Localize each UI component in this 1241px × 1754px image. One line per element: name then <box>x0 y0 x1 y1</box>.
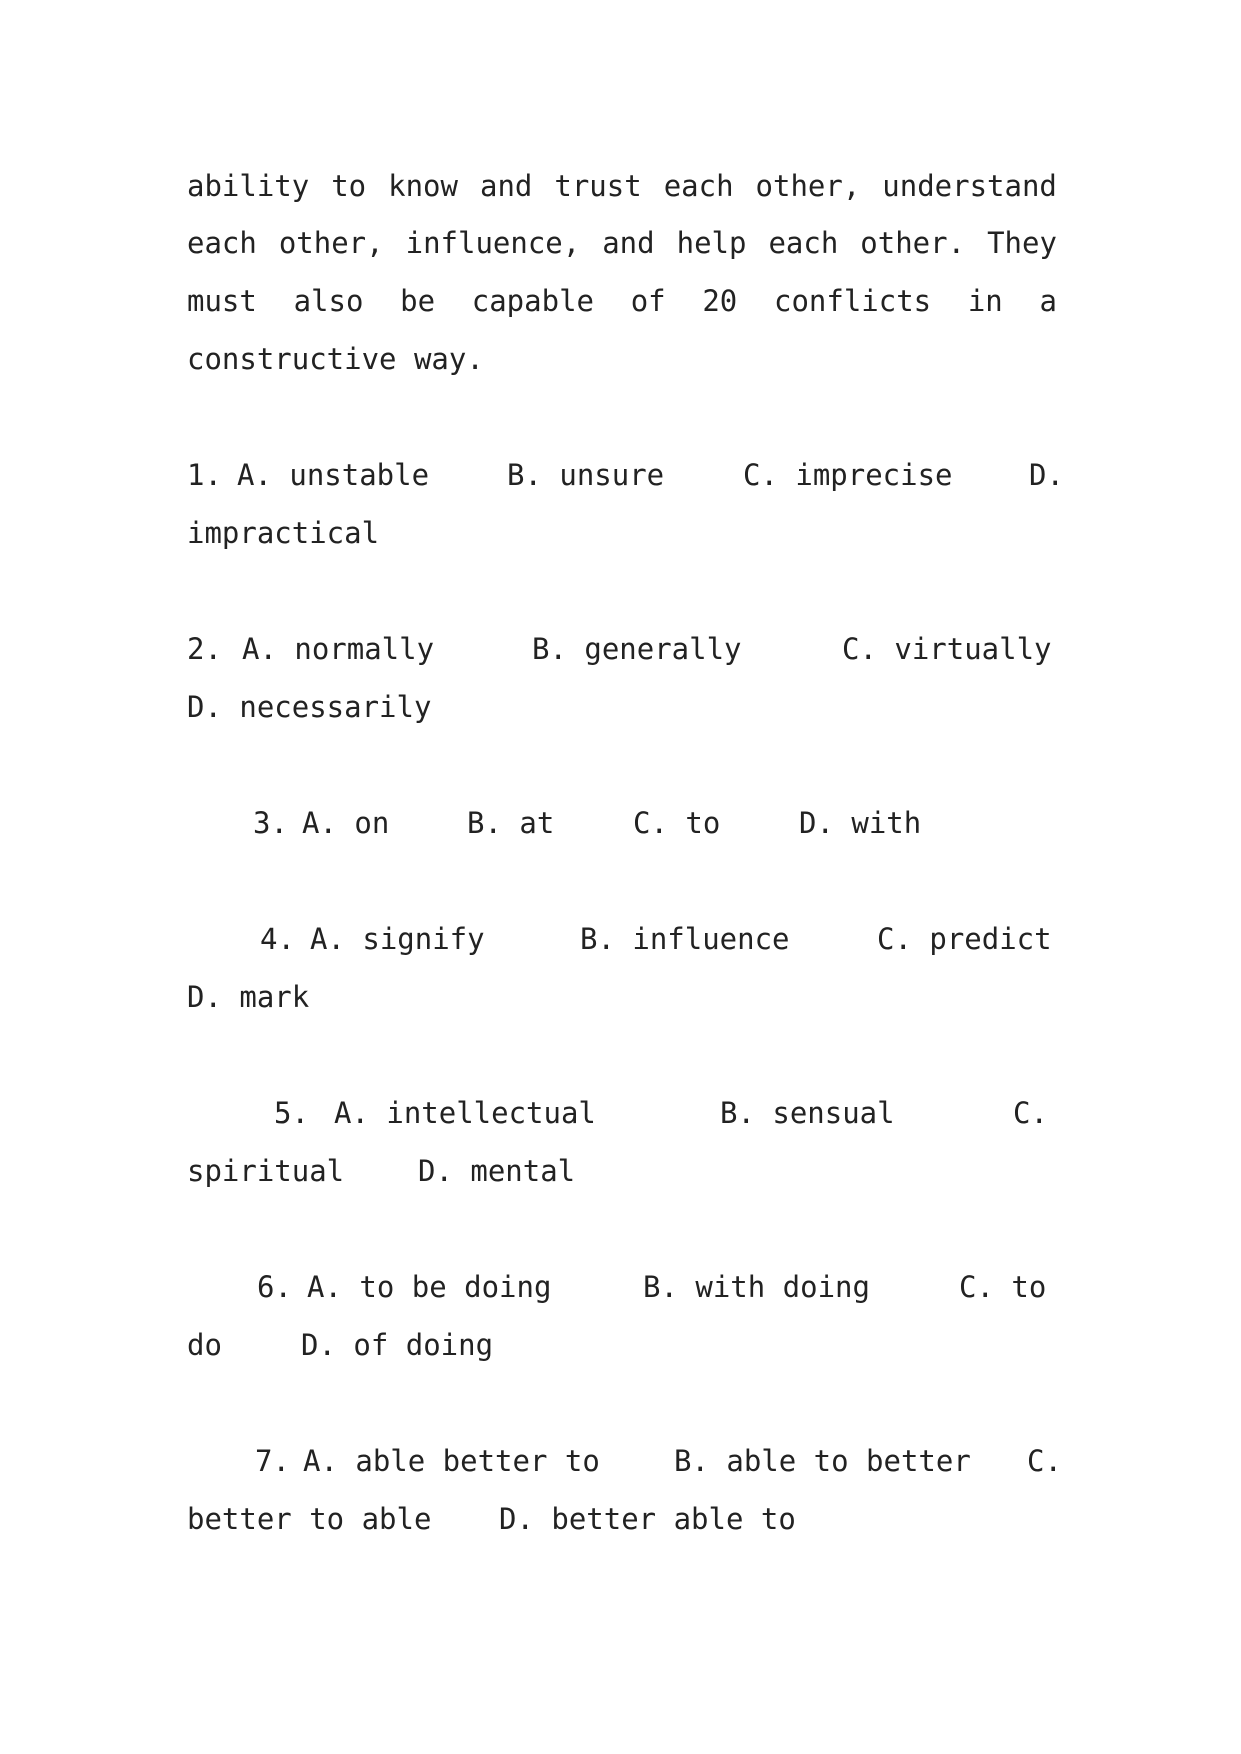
option-c-label: C. to <box>959 1270 1047 1304</box>
word: to <box>331 169 367 203</box>
word: other. <box>860 226 966 260</box>
question-number: 3. <box>253 806 288 840</box>
option-b: B. sensual <box>720 1096 895 1130</box>
word: other, <box>278 226 384 260</box>
question-number: 1. <box>187 458 222 492</box>
option-d-text: impractical <box>187 516 380 550</box>
word: of <box>630 284 666 318</box>
question-number: 4. <box>260 922 295 956</box>
word: other, <box>755 169 861 203</box>
option-a: A. signify <box>310 922 485 956</box>
option-b: B. generally <box>532 632 742 666</box>
question-number: 6. <box>257 1270 292 1304</box>
paragraph-line-3 <box>187 281 1057 321</box>
option-b: B. influence <box>580 922 790 956</box>
option-c: C. to <box>633 806 721 840</box>
word: and <box>602 226 655 260</box>
question-number: 7. <box>255 1444 290 1478</box>
paragraph-line-2 <box>187 223 1057 263</box>
question-number: 5. <box>274 1096 309 1130</box>
option-c-text: do <box>187 1328 222 1362</box>
word: each <box>768 226 839 260</box>
word: each <box>187 226 257 260</box>
paragraph-line-1 <box>187 166 1057 206</box>
word: 20 <box>702 284 738 318</box>
option-d-label: D. <box>1029 458 1064 492</box>
word: help <box>676 226 747 260</box>
option-d: D. better able to <box>499 1502 796 1536</box>
word: trust <box>554 169 642 203</box>
option-b: B. able to better <box>674 1444 971 1478</box>
word: also <box>293 284 364 318</box>
word: conflicts <box>773 284 932 318</box>
option-b: B. with doing <box>643 1270 870 1304</box>
word: constructive way. <box>187 342 484 376</box>
word: understand <box>882 169 1057 203</box>
option-d: D. necessarily <box>187 690 432 724</box>
word: They <box>987 226 1057 260</box>
word: influence, <box>405 226 581 260</box>
option-a: A. unstable <box>237 458 430 492</box>
word: each <box>663 169 734 203</box>
option-c-label: C. <box>1027 1444 1062 1478</box>
option-c-text: spiritual <box>187 1154 345 1188</box>
option-a: A. normally <box>242 632 435 666</box>
option-b: B. unsure <box>507 458 665 492</box>
option-c: C. virtually <box>842 632 1052 666</box>
option-c: C. predict <box>877 922 1052 956</box>
option-d: D. with <box>799 806 922 840</box>
option-d: D. mark <box>187 980 310 1014</box>
word: know <box>388 169 458 203</box>
option-c: C. imprecise <box>743 458 953 492</box>
word: be <box>400 284 436 318</box>
option-b: B. at <box>467 806 555 840</box>
option-a: A. intellectual <box>334 1096 596 1130</box>
option-d: D. mental <box>418 1154 576 1188</box>
option-a: A. to be doing <box>307 1270 552 1304</box>
option-c-label: C. <box>1013 1096 1048 1130</box>
word: must <box>187 284 257 318</box>
question-number: 2. <box>187 632 222 666</box>
word: ability <box>187 169 310 203</box>
option-c-text: better to able <box>187 1502 432 1536</box>
word: in <box>967 284 1003 318</box>
option-a: A. on <box>302 806 390 840</box>
paragraph-line-4 <box>187 339 1057 379</box>
option-d: D. of doing <box>301 1328 494 1362</box>
word: capable <box>471 284 594 318</box>
word: a <box>1039 284 1057 318</box>
option-a: A. able better to <box>303 1444 600 1478</box>
word: and <box>479 169 533 203</box>
